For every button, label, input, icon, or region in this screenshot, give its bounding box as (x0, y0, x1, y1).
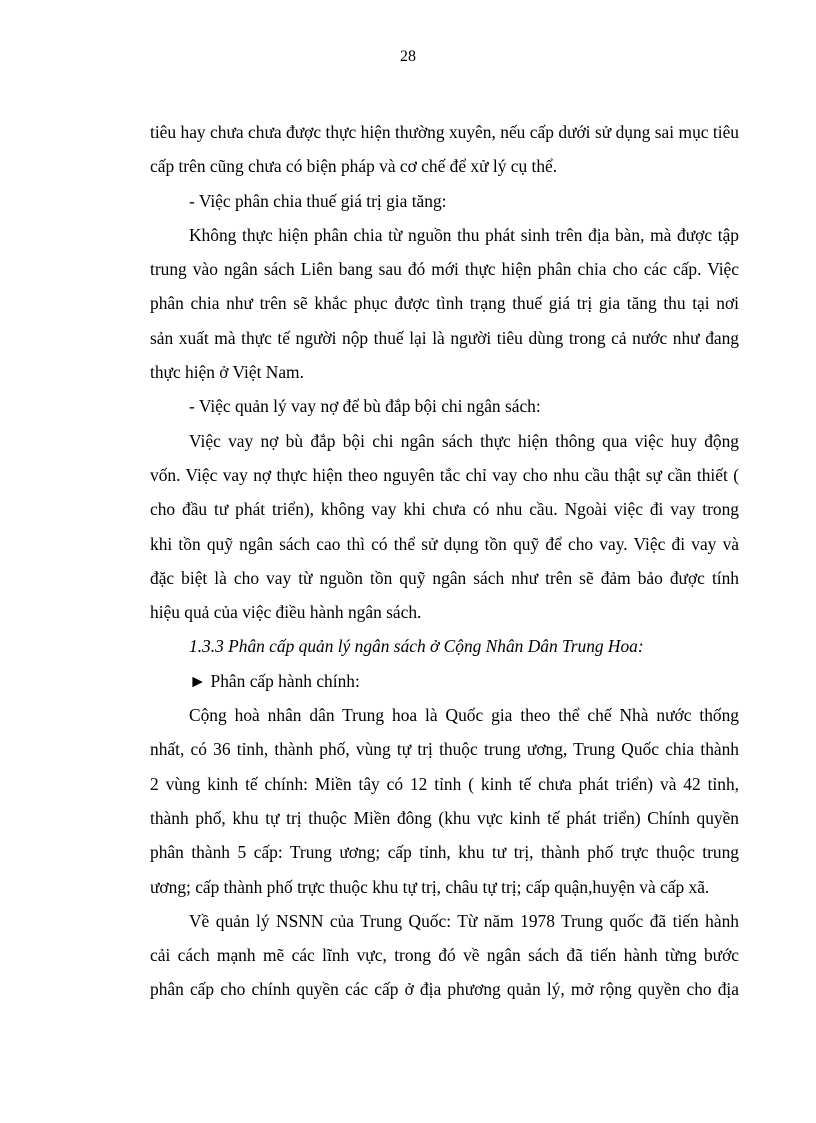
text-line: ương; cấp thành phố trực thuộc khu tự trị, châu tự trị; cấp quận,huyện và cấp xã. (150, 876, 710, 897)
text-line: thành phố, khu tự trị thuộc Miền đông (khu vực kinh tế phát triển) Chính quyền (150, 807, 739, 828)
text-line: đặc biệt là cho vay từ nguồn tồn quỹ ngân sách như trên sẽ đảm bảo được tính (150, 567, 739, 588)
text-line: phân thành 5 cấp: Trung ương; cấp tỉnh, khu tư trị, thành phố trực thuộc trung (150, 842, 739, 863)
list-heading: ► Phân cấp hành chính: (189, 670, 360, 691)
text-line: phân cấp cho chính quyền các cấp ở địa phương quản lý, mở rộng quyền cho địa (150, 979, 739, 1000)
text-line: phân chia như trên sẽ khắc phục được tình trạng thuế giá trị gia tăng thu tại nơi (150, 293, 739, 314)
text-line: Về quản lý NSNN của Trung Quốc: Từ năm 1978 Trung quốc đã tiến hành (189, 910, 739, 931)
page-number: 28 (400, 48, 416, 65)
text-line: cho đầu tư phát triển), không vay khi chưa có nhu cầu. Ngoài việc đi vay trong (150, 499, 739, 520)
text-line: Cộng hoà nhân dân Trung hoa là Quốc gia theo thể chế Nhà nước thống (189, 705, 739, 726)
section-heading: 1.3.3 Phân cấp quản lý ngân sách ở Cộng Nhân Dân Trung Hoa: (189, 636, 644, 657)
document-body (150, 118, 739, 1010)
list-heading: - Việc phân chia thuế giá trị gia tăng: (189, 190, 447, 211)
list-heading: - Việc quản lý vay nợ để bù đắp bội chi ngân sách: (189, 396, 541, 417)
text-line: cải cách mạnh mẽ các lĩnh vực, trong đó về ngân sách đã tiến hành từng bước (150, 945, 739, 966)
text-line: thực hiện ở Việt Nam. (150, 362, 304, 383)
text-line: cấp trên cũng chưa có biện pháp và cơ chế để xử lý cụ thể. (150, 156, 558, 177)
text-line: khi tồn quỹ ngân sách cao thì có thể sử dụng tồn quỹ để cho vay. Việc đi vay và (150, 533, 739, 554)
text-line: vốn. Việc vay nợ thực hiện theo nguyên tắc chỉ vay cho nhu cầu thật sự cần thiết ( (150, 464, 739, 485)
text-line: sản xuất mà thực tế người nộp thuế lại là người tiêu dùng trong cả nước như đang (150, 327, 739, 348)
text-line: Việc vay nợ bù đắp bội chi ngân sách thực hiện thông qua việc huy động (189, 430, 739, 451)
text-line: nhất, có 36 tỉnh, thành phố, vùng tự trị thuộc trung ương, Trung Quốc chia thành (150, 739, 739, 760)
text-line: 2 vùng kinh tế chính: Miền tây có 12 tỉnh ( kinh tế chưa phát triển) và 42 tỉnh, (150, 773, 739, 794)
text-line: tiêu hay chưa chưa được thực hiện thường xuyên, nếu cấp dưới sử dụng sai mục tiêu (150, 122, 739, 142)
text-line: hiệu quả của việc điều hành ngân sách. (150, 602, 422, 623)
text-line: trung vào ngân sách Liên bang sau đó mới thực hiện phân chia cho các cấp. Việc (150, 259, 739, 280)
text-line: Không thực hiện phân chia từ nguồn thu phát sinh trên địa bàn, mà được tập (189, 224, 739, 245)
